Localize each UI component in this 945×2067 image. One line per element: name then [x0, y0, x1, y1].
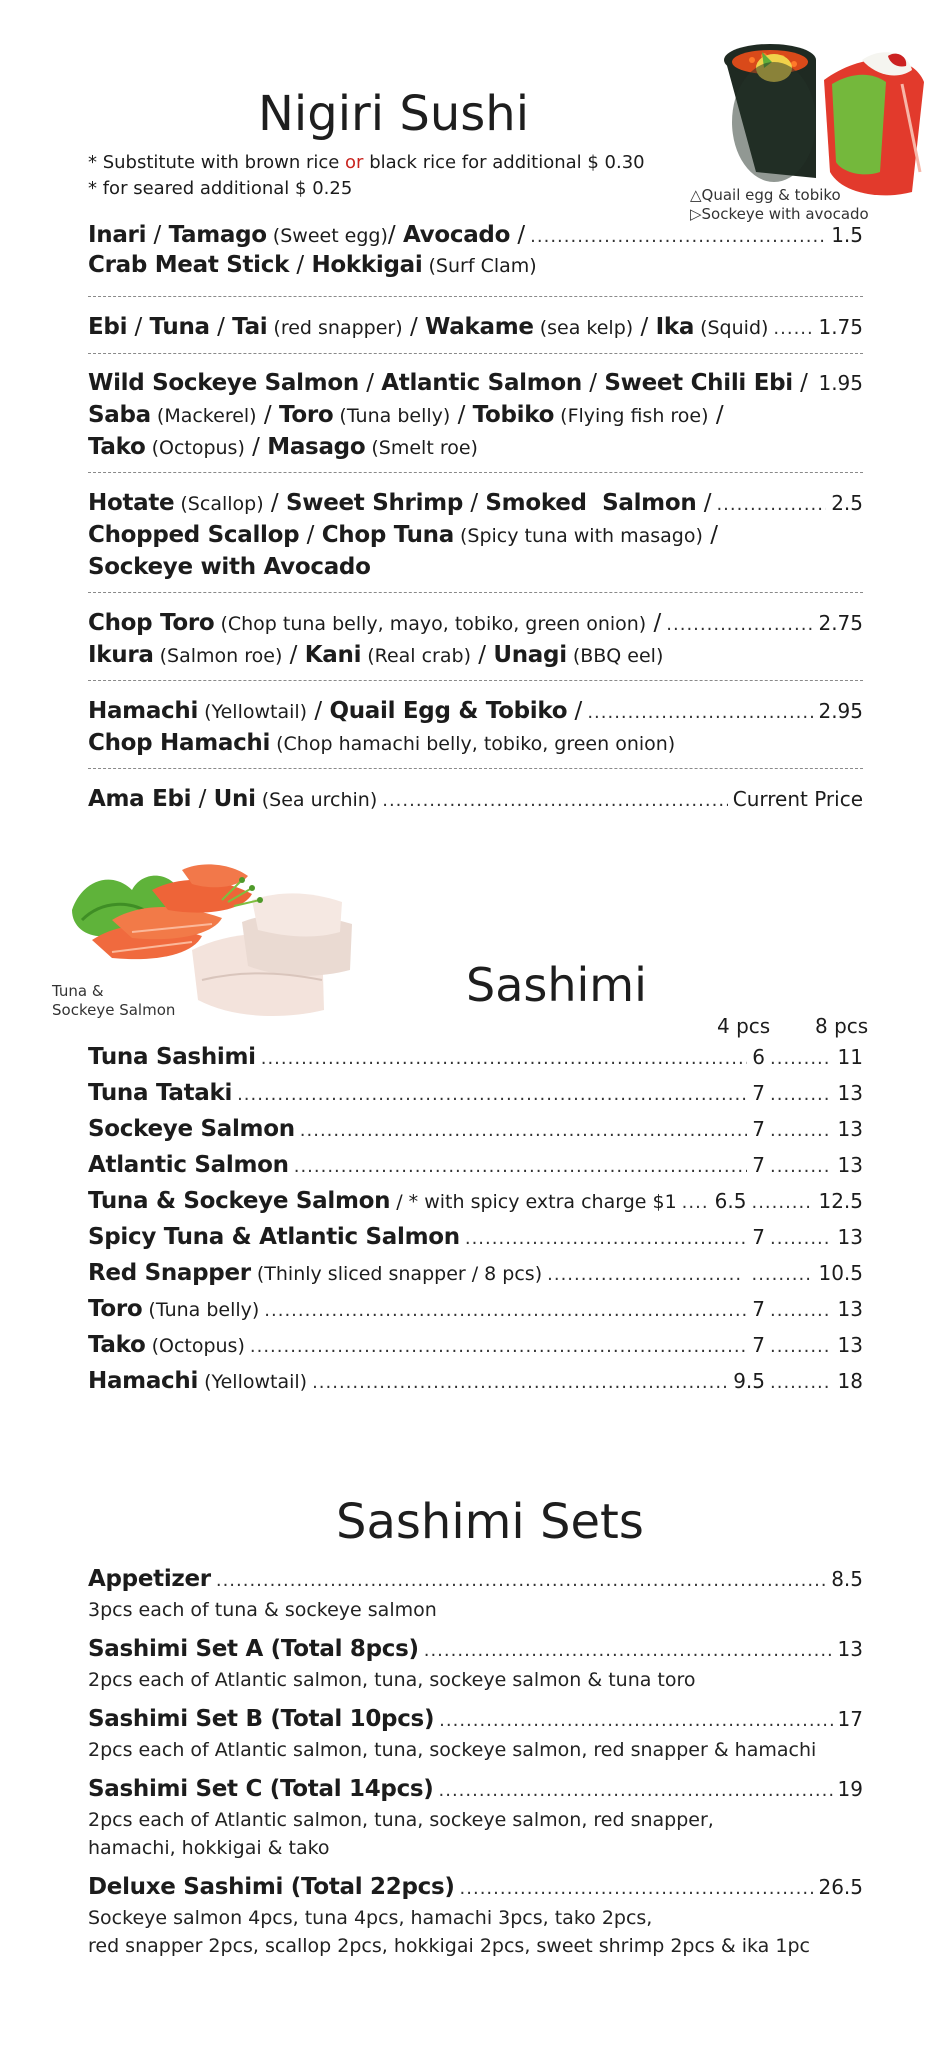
- set-name: Sashimi Set B (Total 10pcs): [88, 1706, 435, 1732]
- separator: /: [633, 314, 656, 340]
- item-name: Tuna Tataki: [88, 1080, 233, 1106]
- price-8pcs: 11: [837, 1045, 863, 1069]
- price-4pcs: 6: [752, 1045, 765, 1069]
- item-name: Wild Sockeye Salmon: [88, 370, 359, 396]
- nigiri-row: [88, 730, 863, 756]
- nigiri-row: [88, 554, 863, 580]
- nigiri-photo-caption: [690, 186, 869, 224]
- nigiri-row: [88, 314, 863, 340]
- item-name: Tamago: [168, 222, 267, 248]
- sashimi-row: [88, 1368, 863, 1394]
- price-8pcs: 13: [837, 1333, 863, 1357]
- item-description: (Sea urchin): [255, 789, 378, 811]
- dot-leader: [770, 1228, 832, 1249]
- set-description: red snapper 2pcs, scallop 2pcs, hokkigai 2pcs, sweet shrimp 2pcs & ika 1pc: [88, 1935, 810, 1957]
- item-description: (Flying fish roe): [554, 405, 709, 427]
- separator: /: [510, 222, 526, 248]
- dot-leader: [312, 1372, 728, 1393]
- item-name: Sockeye Salmon: [88, 1116, 295, 1142]
- nigiri-row: [88, 370, 863, 396]
- separator: /: [792, 370, 808, 396]
- sashimi-title: Sashimi: [466, 958, 647, 1012]
- set-name: Sashimi Set A (Total 8pcs): [88, 1636, 419, 1662]
- quail-egg-caption: △Quail egg & tobiko: [690, 186, 841, 204]
- separator: /: [127, 314, 150, 340]
- dot-leader: [751, 1192, 813, 1213]
- price-8pcs: 18: [837, 1369, 863, 1393]
- dot-leader: [716, 494, 826, 515]
- separator: /: [146, 222, 169, 248]
- set-row: [88, 1874, 863, 1900]
- dot-leader: [300, 1120, 747, 1141]
- item-name: Hamachi: [88, 698, 199, 724]
- sockeye-avocado-caption: ▷Sockeye with avocado: [690, 205, 869, 223]
- price-8pcs: 10.5: [818, 1261, 863, 1285]
- set-description: 2pcs each of Atlantic salmon, tuna, sockeye salmon & tuna toro: [88, 1669, 696, 1691]
- dot-leader: [465, 1228, 747, 1249]
- dashed-divider: [88, 296, 863, 297]
- item-description: (Surf Clam): [422, 255, 537, 277]
- sashimi-row: [88, 1332, 863, 1358]
- item-description: (Chop hamachi belly, tobiko, green onion): [270, 733, 676, 755]
- dot-leader: [770, 1048, 832, 1069]
- item-description: (Tuna belly): [333, 405, 451, 427]
- dot-leader: [439, 1710, 832, 1731]
- item-description: (Yellowtail): [198, 1371, 308, 1393]
- rice-substitution-note: * Substitute with brown rice or black rice for additional $ 0.30: [88, 152, 645, 173]
- item-name: Tai: [232, 314, 268, 340]
- price-4pcs: 7: [752, 1117, 765, 1141]
- dot-leader: [770, 1336, 832, 1357]
- price-8pcs: 13: [837, 1225, 863, 1249]
- dot-leader: [237, 1084, 747, 1105]
- separator: /: [244, 434, 268, 460]
- dot-leader: [547, 1264, 741, 1285]
- item-name: Ama Ebi: [88, 786, 192, 812]
- col-header-4pcs: 4 pcs: [717, 1014, 771, 1038]
- nigiri-row: [88, 434, 863, 460]
- dot-leader: [813, 374, 814, 395]
- item-description: (Octopus): [145, 437, 245, 459]
- nigiri-row: [88, 402, 863, 428]
- item-name: Chop Toro: [88, 610, 215, 636]
- price-8pcs: 12.5: [818, 1189, 863, 1213]
- item-description: (sea kelp): [533, 317, 634, 339]
- item-name: Saba: [88, 402, 151, 428]
- dot-leader: [382, 790, 728, 811]
- separator: /: [358, 370, 382, 396]
- item-name: Masago: [267, 434, 366, 460]
- item-name: Sockeye with Avocado: [88, 554, 371, 580]
- item-name: Red Snapper: [88, 1260, 251, 1286]
- nigiri-sushi-photo: [712, 22, 932, 202]
- set-description: 2pcs each of Atlantic salmon, tuna, sockeye salmon, red snapper & hamachi: [88, 1739, 817, 1761]
- price-4pcs: 7: [752, 1225, 765, 1249]
- sashimi-row: [88, 1260, 863, 1286]
- set-price: 8.5: [831, 1567, 863, 1591]
- price-8pcs: 13: [837, 1153, 863, 1177]
- dot-leader: [666, 614, 813, 635]
- item-description: (Chop tuna belly, mayo, tobiko, green onion): [214, 613, 647, 635]
- seared-note: * for seared additional $ 0.25: [88, 178, 353, 199]
- dashed-divider: [88, 768, 863, 769]
- dot-leader: [587, 702, 813, 723]
- set-description: 2pcs each of Atlantic salmon, tuna, sockeye salmon, red snapper,: [88, 1809, 714, 1831]
- item-description: (Real crab): [361, 645, 471, 667]
- item-description: (Spicy tuna with masago): [453, 525, 703, 547]
- item-name: Unagi: [493, 642, 567, 668]
- item-name: Chop Hamachi: [88, 730, 271, 756]
- dot-leader: [530, 226, 826, 247]
- separator: /: [191, 786, 214, 812]
- item-description: (Thinly sliced snapper / 8 pcs): [250, 1263, 543, 1285]
- separator: /: [289, 252, 312, 278]
- sashimi-row: [88, 1080, 863, 1106]
- dot-leader: [250, 1336, 747, 1357]
- sashimi-row: [88, 1116, 863, 1142]
- nigiri-row: [88, 610, 863, 636]
- dot-leader: [682, 1192, 710, 1213]
- item-description: (Smelt roe): [365, 437, 478, 459]
- separator: /: [582, 370, 605, 396]
- item-name: Tako: [88, 434, 146, 460]
- dot-leader: [439, 1780, 833, 1801]
- price-4pcs: 7: [752, 1333, 765, 1357]
- set-row: [88, 1776, 863, 1802]
- item-name: Hamachi: [88, 1368, 199, 1394]
- nigiri-row: [88, 252, 863, 278]
- dashed-divider: [88, 472, 863, 473]
- item-price: 1.5: [831, 223, 863, 247]
- caption-line-1: Tuna &: [52, 982, 104, 1000]
- item-price: 2.95: [818, 699, 863, 723]
- sashimi-photo-caption: [52, 982, 175, 1020]
- set-price: 17: [837, 1707, 863, 1731]
- item-name: Sweet Chili Ebi: [604, 370, 793, 396]
- item-price: 1.95: [818, 371, 863, 395]
- sashimi-row: [88, 1044, 863, 1070]
- item-name: Uni: [213, 786, 256, 812]
- set-description: hamachi, hokkigai & tako: [88, 1837, 330, 1859]
- item-name: Kani: [304, 642, 362, 668]
- sashimi-sets-title: Sashimi Sets: [336, 1494, 644, 1550]
- dot-leader: [294, 1156, 748, 1177]
- set-price: 26.5: [818, 1875, 863, 1899]
- item-name: Spicy Tuna & Atlantic Salmon: [88, 1224, 460, 1250]
- separator: /: [256, 402, 279, 428]
- item-name: Atlantic Salmon: [88, 1152, 289, 1178]
- item-name: Tuna: [149, 314, 210, 340]
- item-description: (Salmon roe): [153, 645, 283, 667]
- dot-leader: [460, 1878, 814, 1899]
- item-description: (Scallop): [174, 493, 264, 515]
- nigiri-title: Nigiri Sushi: [258, 86, 530, 142]
- separator: /: [299, 522, 322, 548]
- dot-leader: [770, 1084, 832, 1105]
- separator: /: [282, 642, 305, 668]
- separator: /: [702, 522, 718, 548]
- dot-leader: [216, 1570, 826, 1591]
- sashimi-row: [88, 1224, 863, 1250]
- item-name: Tuna Sashimi: [88, 1044, 256, 1070]
- dot-leader: [424, 1640, 833, 1661]
- item-name: Smoked Salmon: [485, 490, 697, 516]
- dashed-divider: [88, 680, 863, 681]
- sashimi-row: [88, 1188, 863, 1214]
- dashed-divider: [88, 592, 863, 593]
- separator: /: [307, 698, 330, 724]
- sashimi-row: [88, 1152, 863, 1178]
- dot-leader: [770, 1120, 832, 1141]
- dot-leader: [770, 1372, 832, 1393]
- separator: /: [567, 698, 583, 724]
- set-price: 13: [837, 1637, 863, 1661]
- dot-leader: [261, 1048, 748, 1069]
- separator: /: [646, 610, 662, 636]
- separator: /: [209, 314, 233, 340]
- set-row: [88, 1566, 863, 1592]
- set-row: [88, 1636, 863, 1662]
- item-description: (Squid): [694, 317, 769, 339]
- separator: /: [696, 490, 712, 516]
- item-name: Quail Egg & Tobiko: [329, 698, 568, 724]
- separator: /: [708, 402, 724, 428]
- price-4pcs: 9.5: [733, 1369, 765, 1393]
- dot-leader: [770, 1300, 832, 1321]
- item-name: Toro: [88, 1296, 143, 1322]
- separator: /: [470, 642, 494, 668]
- set-name: Appetizer: [88, 1566, 211, 1592]
- item-description: (Yellowtail): [198, 701, 308, 723]
- dashed-divider: [88, 353, 863, 354]
- item-name: Ebi: [88, 314, 128, 340]
- nigiri-row: [88, 522, 863, 548]
- nigiri-row: [88, 642, 863, 668]
- item-name: Tako: [88, 1332, 146, 1358]
- separator: /: [402, 314, 426, 340]
- set-description: Sockeye salmon 4pcs, tuna 4pcs, hamachi 3pcs, tako 2pcs,: [88, 1907, 653, 1929]
- item-description: / * with spicy extra charge $1: [390, 1191, 677, 1213]
- price-4pcs: 7: [752, 1153, 765, 1177]
- item-description: (BBQ eel): [566, 645, 664, 667]
- nigiri-row: [88, 698, 863, 724]
- item-description: (red snapper): [267, 317, 403, 339]
- item-name: Ikura: [88, 642, 154, 668]
- separator: /: [387, 222, 403, 248]
- item-description: (Tuna belly): [142, 1299, 260, 1321]
- item-description: (Octopus): [145, 1335, 245, 1357]
- dot-leader: [751, 1264, 813, 1285]
- item-name: Crab Meat Stick: [88, 252, 290, 278]
- item-description: (Mackerel): [150, 405, 257, 427]
- price-8pcs: 13: [837, 1117, 863, 1141]
- item-name: Toro: [278, 402, 334, 428]
- nigiri-row: [88, 222, 863, 248]
- price-4pcs: 7: [752, 1081, 765, 1105]
- item-name: Chopped Scallop: [88, 522, 300, 548]
- set-description: 3pcs each of tuna & sockeye salmon: [88, 1599, 437, 1621]
- set-price: 19: [837, 1777, 863, 1801]
- col-header-8pcs: 8 pcs: [815, 1014, 869, 1038]
- sashimi-row: [88, 1296, 863, 1322]
- separator: /: [263, 490, 286, 516]
- dot-leader: [264, 1300, 747, 1321]
- caption-line-2: Sockeye Salmon: [52, 1001, 176, 1019]
- item-name: Sweet Shrimp: [286, 490, 464, 516]
- item-name: Inari: [88, 222, 147, 248]
- item-name: Avocado: [402, 222, 511, 248]
- dot-leader: [770, 1156, 832, 1177]
- item-price: 2.75: [818, 611, 863, 635]
- price-8pcs: 13: [837, 1081, 863, 1105]
- item-name: Ika: [655, 314, 695, 340]
- item-name: Chop Tuna: [321, 522, 454, 548]
- item-name: Wakame: [425, 314, 534, 340]
- item-name: Tuna & Sockeye Salmon: [88, 1188, 391, 1214]
- nigiri-row: [88, 786, 863, 812]
- price-8pcs: 13: [837, 1297, 863, 1321]
- item-name: Tobiko: [472, 402, 555, 428]
- item-price: Current Price: [732, 787, 863, 811]
- item-price: 1.75: [818, 315, 863, 339]
- item-name: Hotate: [88, 490, 175, 516]
- set-name: Deluxe Sashimi (Total 22pcs): [88, 1874, 455, 1900]
- dot-leader: [773, 318, 813, 339]
- price-4pcs: 7: [752, 1297, 765, 1321]
- separator: /: [463, 490, 486, 516]
- set-name: Sashimi Set C (Total 14pcs): [88, 1776, 434, 1802]
- item-name: Hokkigai: [311, 252, 423, 278]
- set-row: [88, 1706, 863, 1732]
- nigiri-row: [88, 490, 863, 516]
- item-name: Atlantic Salmon: [381, 370, 582, 396]
- item-description: (Sweet egg): [266, 225, 388, 247]
- separator: /: [450, 402, 473, 428]
- item-price: 2.5: [831, 491, 863, 515]
- price-4pcs: 6.5: [714, 1189, 747, 1213]
